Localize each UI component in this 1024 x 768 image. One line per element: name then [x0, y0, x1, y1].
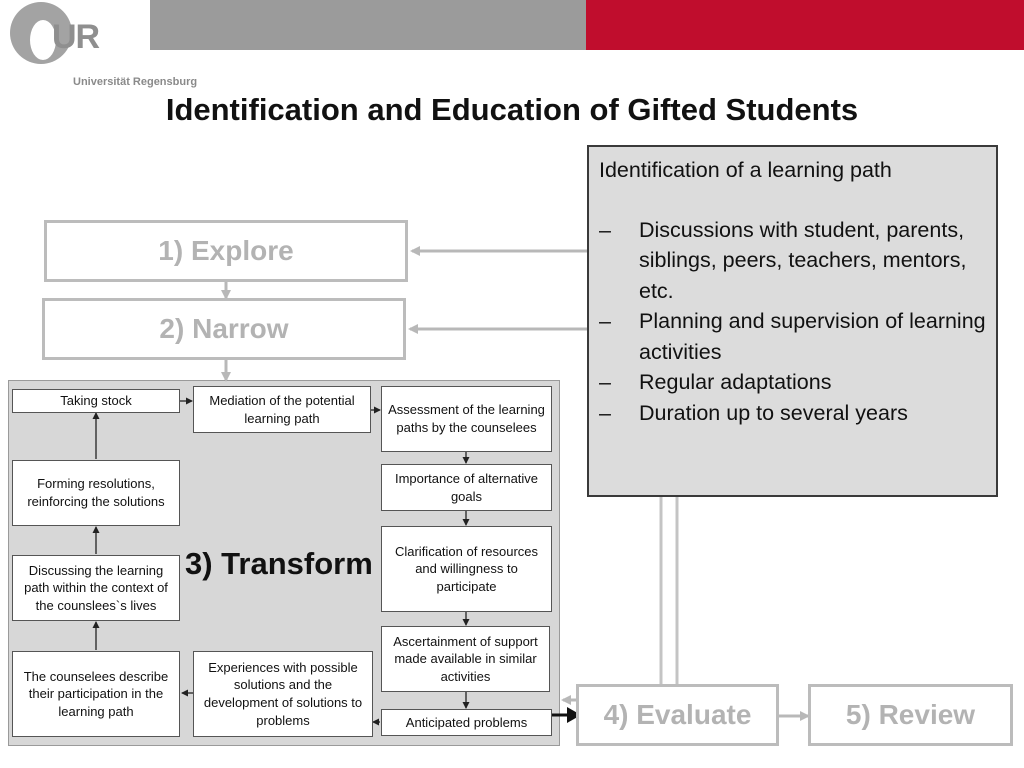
- slide-title: Identification and Education of Gifted Students: [165, 92, 859, 127]
- stage-transform-label: 3) Transform: [185, 546, 373, 581]
- step-ascertainment: Ascertainment of support made available in similar activities: [381, 626, 550, 692]
- stage-explore-label: 1) Explore: [158, 235, 294, 266]
- info-panel-item: [599, 215, 986, 307]
- logo-letters: UR: [52, 18, 100, 56]
- info-panel-item-text: Duration up to several years: [639, 400, 908, 425]
- bullet-dash: –: [599, 309, 611, 333]
- step-taking-stock: Taking stock: [12, 389, 180, 413]
- info-panel-item: [599, 398, 986, 429]
- info-panel-item-text: Discussions with student, parents, siblings, peers, teachers, mentors, etc.: [639, 217, 967, 303]
- stage-review-label: 5) Review: [845, 699, 976, 730]
- info-panel-item-text: Planning and supervision of learning activities: [639, 309, 986, 364]
- info-panel-heading: Identification of a learning path: [599, 158, 892, 182]
- stage-review: [808, 684, 1013, 746]
- stage-evaluate-label: 4) Evaluate: [603, 699, 752, 730]
- bullet-dash: –: [599, 400, 611, 425]
- stage-evaluate: [576, 684, 779, 746]
- step-experiences: Experiences with possible solutions and the development of solutions to problems: [193, 651, 373, 737]
- step-importance: Importance of alternative goals: [381, 464, 552, 511]
- step-clarification: Clarification of resources and willingness to participate: [381, 526, 552, 612]
- bullet-dash: –: [599, 370, 611, 394]
- step-anticipated-problems: Anticipated problems: [381, 709, 552, 736]
- step-mediation: Mediation of the potential learning path: [193, 386, 371, 433]
- info-panel-item: [599, 367, 986, 398]
- university-name: Universität Regensburg: [73, 76, 198, 88]
- info-panel-item: [599, 306, 986, 367]
- stage-explore: [44, 220, 408, 282]
- learning-path-info-panel: [587, 145, 998, 497]
- step-assessment: Assessment of the learning paths by the counselees: [381, 386, 552, 452]
- step-describe-participation: The counselees describe their participation in the learning path: [12, 651, 180, 737]
- info-panel-item-text: Regular adaptations: [639, 370, 832, 394]
- bullet-dash: –: [599, 217, 611, 242]
- stage-narrow-label: 2) Narrow: [159, 313, 289, 344]
- info-panel-list: [599, 215, 986, 429]
- stage-narrow: [42, 298, 406, 360]
- step-forming-resolutions: Forming resolutions, reinforcing the solutions: [12, 460, 180, 526]
- step-discussing-learning-path: Discussing the learning path within the context of the counslees`s lives: [12, 555, 180, 621]
